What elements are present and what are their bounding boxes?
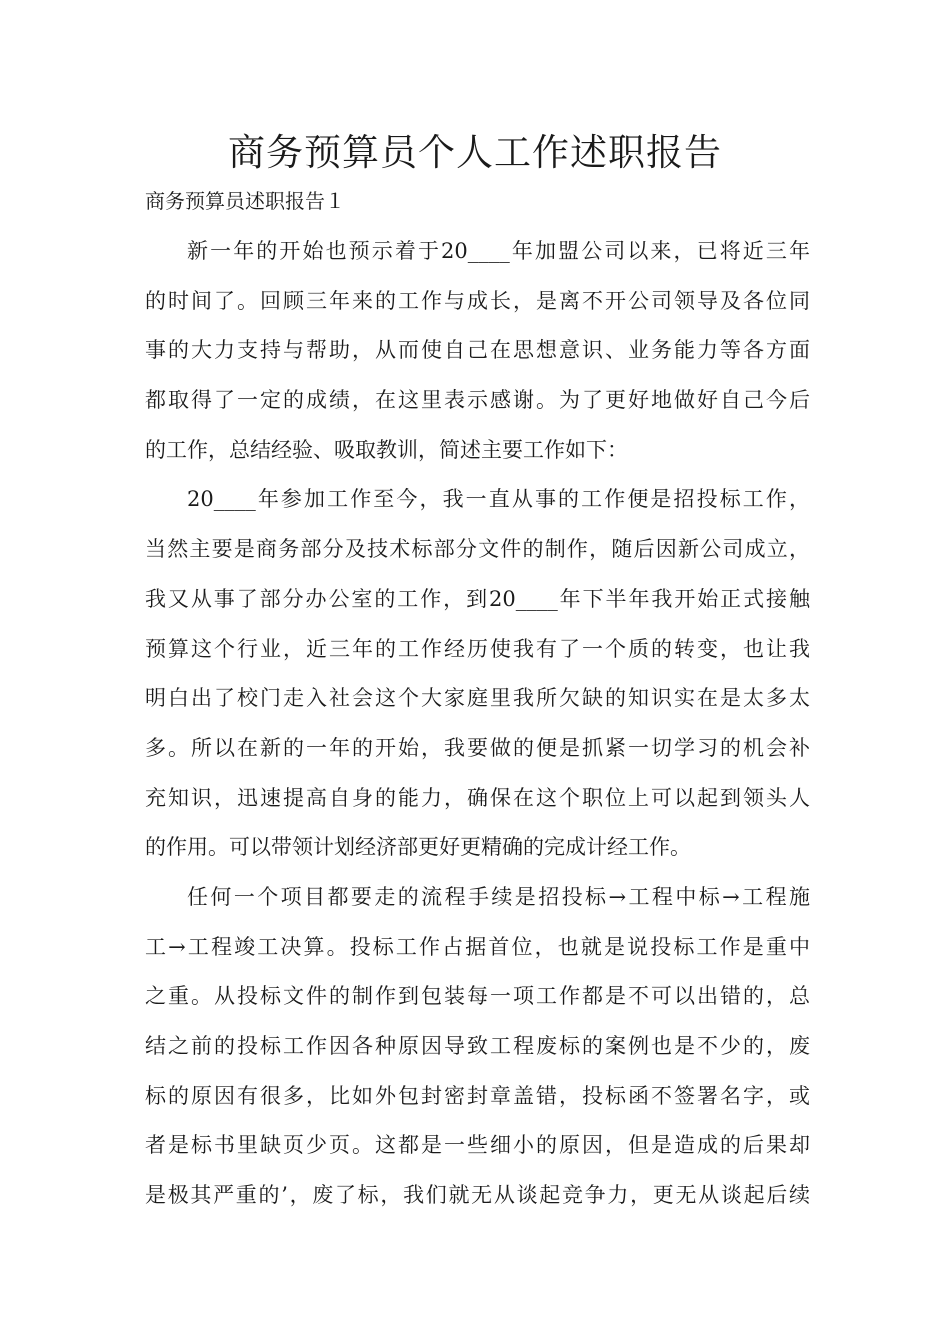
paragraph-3-line-3: 之重。从投标文件的制作到包装每一项工作都是不可以出错的，总 (145, 984, 810, 1009)
paragraph-3-line-5: 标的原因有很多，比如外包封密封章盖错，投标函不签署名字，或 (145, 1083, 810, 1108)
paragraph-3-line-7: 是极其严重的’，废了标，我们就无从谈起竞争力，更无从谈起后续 (145, 1183, 810, 1208)
paragraph-2-line-5: 明白出了校门走入社会这个大家庭里我所欠缺的知识实在是太多太 (145, 686, 810, 711)
paragraph-1-line-5: 的工作，总结经验、吸取教训，简述主要工作如下： (145, 437, 628, 462)
paragraph-3-line-4: 结之前的投标工作因各种原因导致工程废标的案例也是不少的，废 (145, 1034, 810, 1058)
paragraph-2-line-8: 的作用。可以带领计划经济部更好更精确的完成计经工作。 (145, 835, 691, 860)
document-subtitle: 商务预算员述职报告１ (145, 189, 345, 213)
paragraph-2-line-1: 20____年参加工作至今，我一直从事的工作便是招投标工作， (187, 487, 810, 512)
paragraph-1-line-4: 都取得了一定的成绩，在这里表示感谢。为了更好地做好自己今后 (145, 388, 810, 413)
paragraph-3-line-2: 工→工程竣工决算。投标工作占据首位，也就是说投标工作是重中 (145, 934, 810, 959)
document-body (145, 234, 810, 1228)
paragraph-1-line-3: 事的大力支持与帮助，从而使自己在思想意识、业务能力等各方面 (145, 338, 810, 363)
document-title: 商务预算员个人工作述职报告 (228, 131, 722, 174)
paragraph-1-line-2: 的时间了。回顾三年来的工作与成长，是离不开公司领导及各位同 (145, 288, 810, 313)
paragraph-3-line-6: 者是标书里缺页少页。这都是一些细小的原因，但是造成的后果却 (145, 1133, 810, 1158)
paragraph-2-line-3: 我又从事了部分办公室的工作，到20____年下半年我开始正式接触 (145, 586, 810, 611)
paragraph-2-line-4: 预算这个行业，近三年的工作经历使我有了一个质的转变，也让我 (145, 636, 810, 661)
paragraph-3-line-1: 任何一个项目都要走的流程手续是招投标→工程中标→工程施 (187, 884, 810, 909)
paragraph-2-line-2: 当然主要是商务部分及技术标部分文件的制作，随后因新公司成立， (145, 537, 810, 562)
paragraph-1-line-1: 新一年的开始也预示着于20____年加盟公司以来，已将近三年 (187, 239, 810, 263)
paragraph-2-line-6: 多。所以在新的一年的开始，我要做的便是抓紧一切学习的机会补 (145, 735, 810, 760)
paragraph-2-line-7: 充知识，迅速提高自身的能力，确保在这个职位上可以起到领头人 (145, 785, 810, 810)
